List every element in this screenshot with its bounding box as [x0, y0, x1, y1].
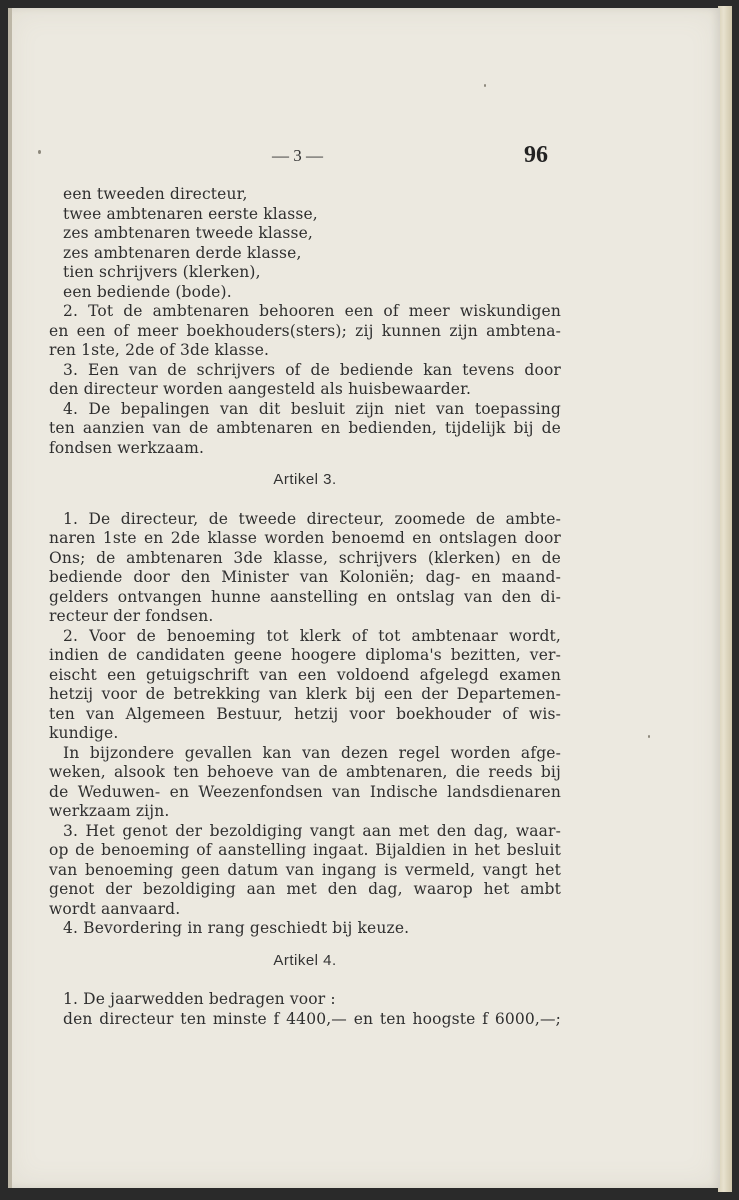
text-line: werkzaam zijn.: [49, 802, 170, 820]
text-line: weken, alsook ten behoeve van de ambtenaren, die reeds bij: [49, 763, 561, 781]
text-line: 4. Bevordering in rang geschiedt bij keuze.: [63, 919, 410, 937]
spacer: [49, 970, 561, 990]
text-line: kundige.: [49, 724, 119, 742]
running-head: [0, 142, 739, 170]
text-line: 2. Tot de ambtenaren behooren een of meer wiskundigen: [63, 302, 561, 320]
text-line: de Weduwen- en Weezenfondsen van Indische landsdienaren: [49, 782, 561, 801]
text-line: In bijzondere gevallen kan van dezen regel worden afge-: [63, 743, 561, 762]
text-line: 1. De directeur, de tweede directeur, zoomede de ambte-: [63, 509, 561, 528]
article-4-heading: Artikel 4.: [273, 951, 337, 969]
article-3-heading: Artikel 3.: [273, 471, 337, 488]
document-body: [49, 185, 561, 1029]
text-line: tien schrijvers (klerken),: [63, 263, 261, 281]
page-edge: [718, 6, 732, 1192]
text-line: zes ambtenaren tweede klasse,: [63, 224, 314, 242]
paper-speck: [648, 735, 650, 738]
text-line: gelders ontvangen hunne aanstelling en ontslag van den di-: [49, 587, 561, 606]
text-line: indien de candidaten geene hoogere diploma's bezitten, ver-: [49, 646, 561, 664]
text-line: den directeur worden aangesteld als huisbewaarder.: [49, 380, 472, 398]
text-line: ten aanzien van de ambtenaren en bedienden, tijdelijk bij de: [49, 419, 561, 437]
text-line: eischt een getuigschrift van een voldoend afgelegd examen: [49, 665, 561, 684]
text-line: een bediende (bode).: [63, 282, 232, 301]
text-line: ren 1ste, 2de of 3de klasse.: [49, 341, 270, 359]
page-number: — 3 —: [272, 146, 323, 165]
text-line: recteur der fondsen.: [49, 607, 214, 625]
text-line: naren 1ste en 2de klasse worden benoemd en ontslagen door: [49, 529, 561, 547]
paper-speck: [484, 84, 486, 87]
text-line: fondsen werkzaam.: [49, 438, 205, 457]
text-line: 3. Het genot der bezoldiging vangt aan met den dag, waar-: [63, 821, 561, 840]
spacer: [49, 939, 561, 951]
page-spine-shadow: [8, 8, 12, 1188]
spacer: [49, 490, 561, 510]
text-line: wordt aanvaard.: [49, 899, 181, 918]
text-line: op de benoeming of aanstelling ingaat. Bijaldien in het besluit: [49, 841, 561, 859]
text-line: 4. De bepalingen van dit besluit zijn niet van toepassing: [63, 399, 561, 418]
folio-number: 96: [524, 142, 548, 168]
text-line: een tweeden directeur,: [63, 185, 248, 203]
text-line: bediende door den Minister van Koloniën; dag- en maand-: [49, 568, 561, 586]
text-line: 3. Een van de schrijvers of de bediende kan tevens door: [63, 360, 561, 379]
text-line: den directeur ten minste f 4400,— en ten hoogste f 6000,—;: [63, 1009, 561, 1028]
text-line: van benoeming geen datum van ingang is vermeld, vangt het: [49, 860, 561, 879]
text-line: en een of meer boekhouders(sters); zij kunnen zijn ambtena-: [49, 321, 561, 340]
text-line: ten van Algemeen Bestuur, hetzij voor boekhouder of wis-: [49, 704, 561, 723]
spacer: [49, 458, 561, 470]
text-line: zes ambtenaren derde klasse,: [63, 243, 302, 262]
text-line: 1. De jaarwedden bedragen voor :: [63, 990, 336, 1008]
text-line: hetzij voor de betrekking van klerk bij een der Departemen-: [49, 685, 561, 703]
text-line: 2. Voor de benoeming tot klerk of tot ambtenaar wordt,: [63, 626, 561, 645]
text-line: twee ambtenaren eerste klasse,: [63, 204, 318, 223]
text-line: genot der bezoldiging aan met den dag, waarop het ambt: [49, 880, 561, 898]
text-line: Ons; de ambtenaren 3de klasse, schrijvers (klerken) en de: [49, 548, 561, 567]
